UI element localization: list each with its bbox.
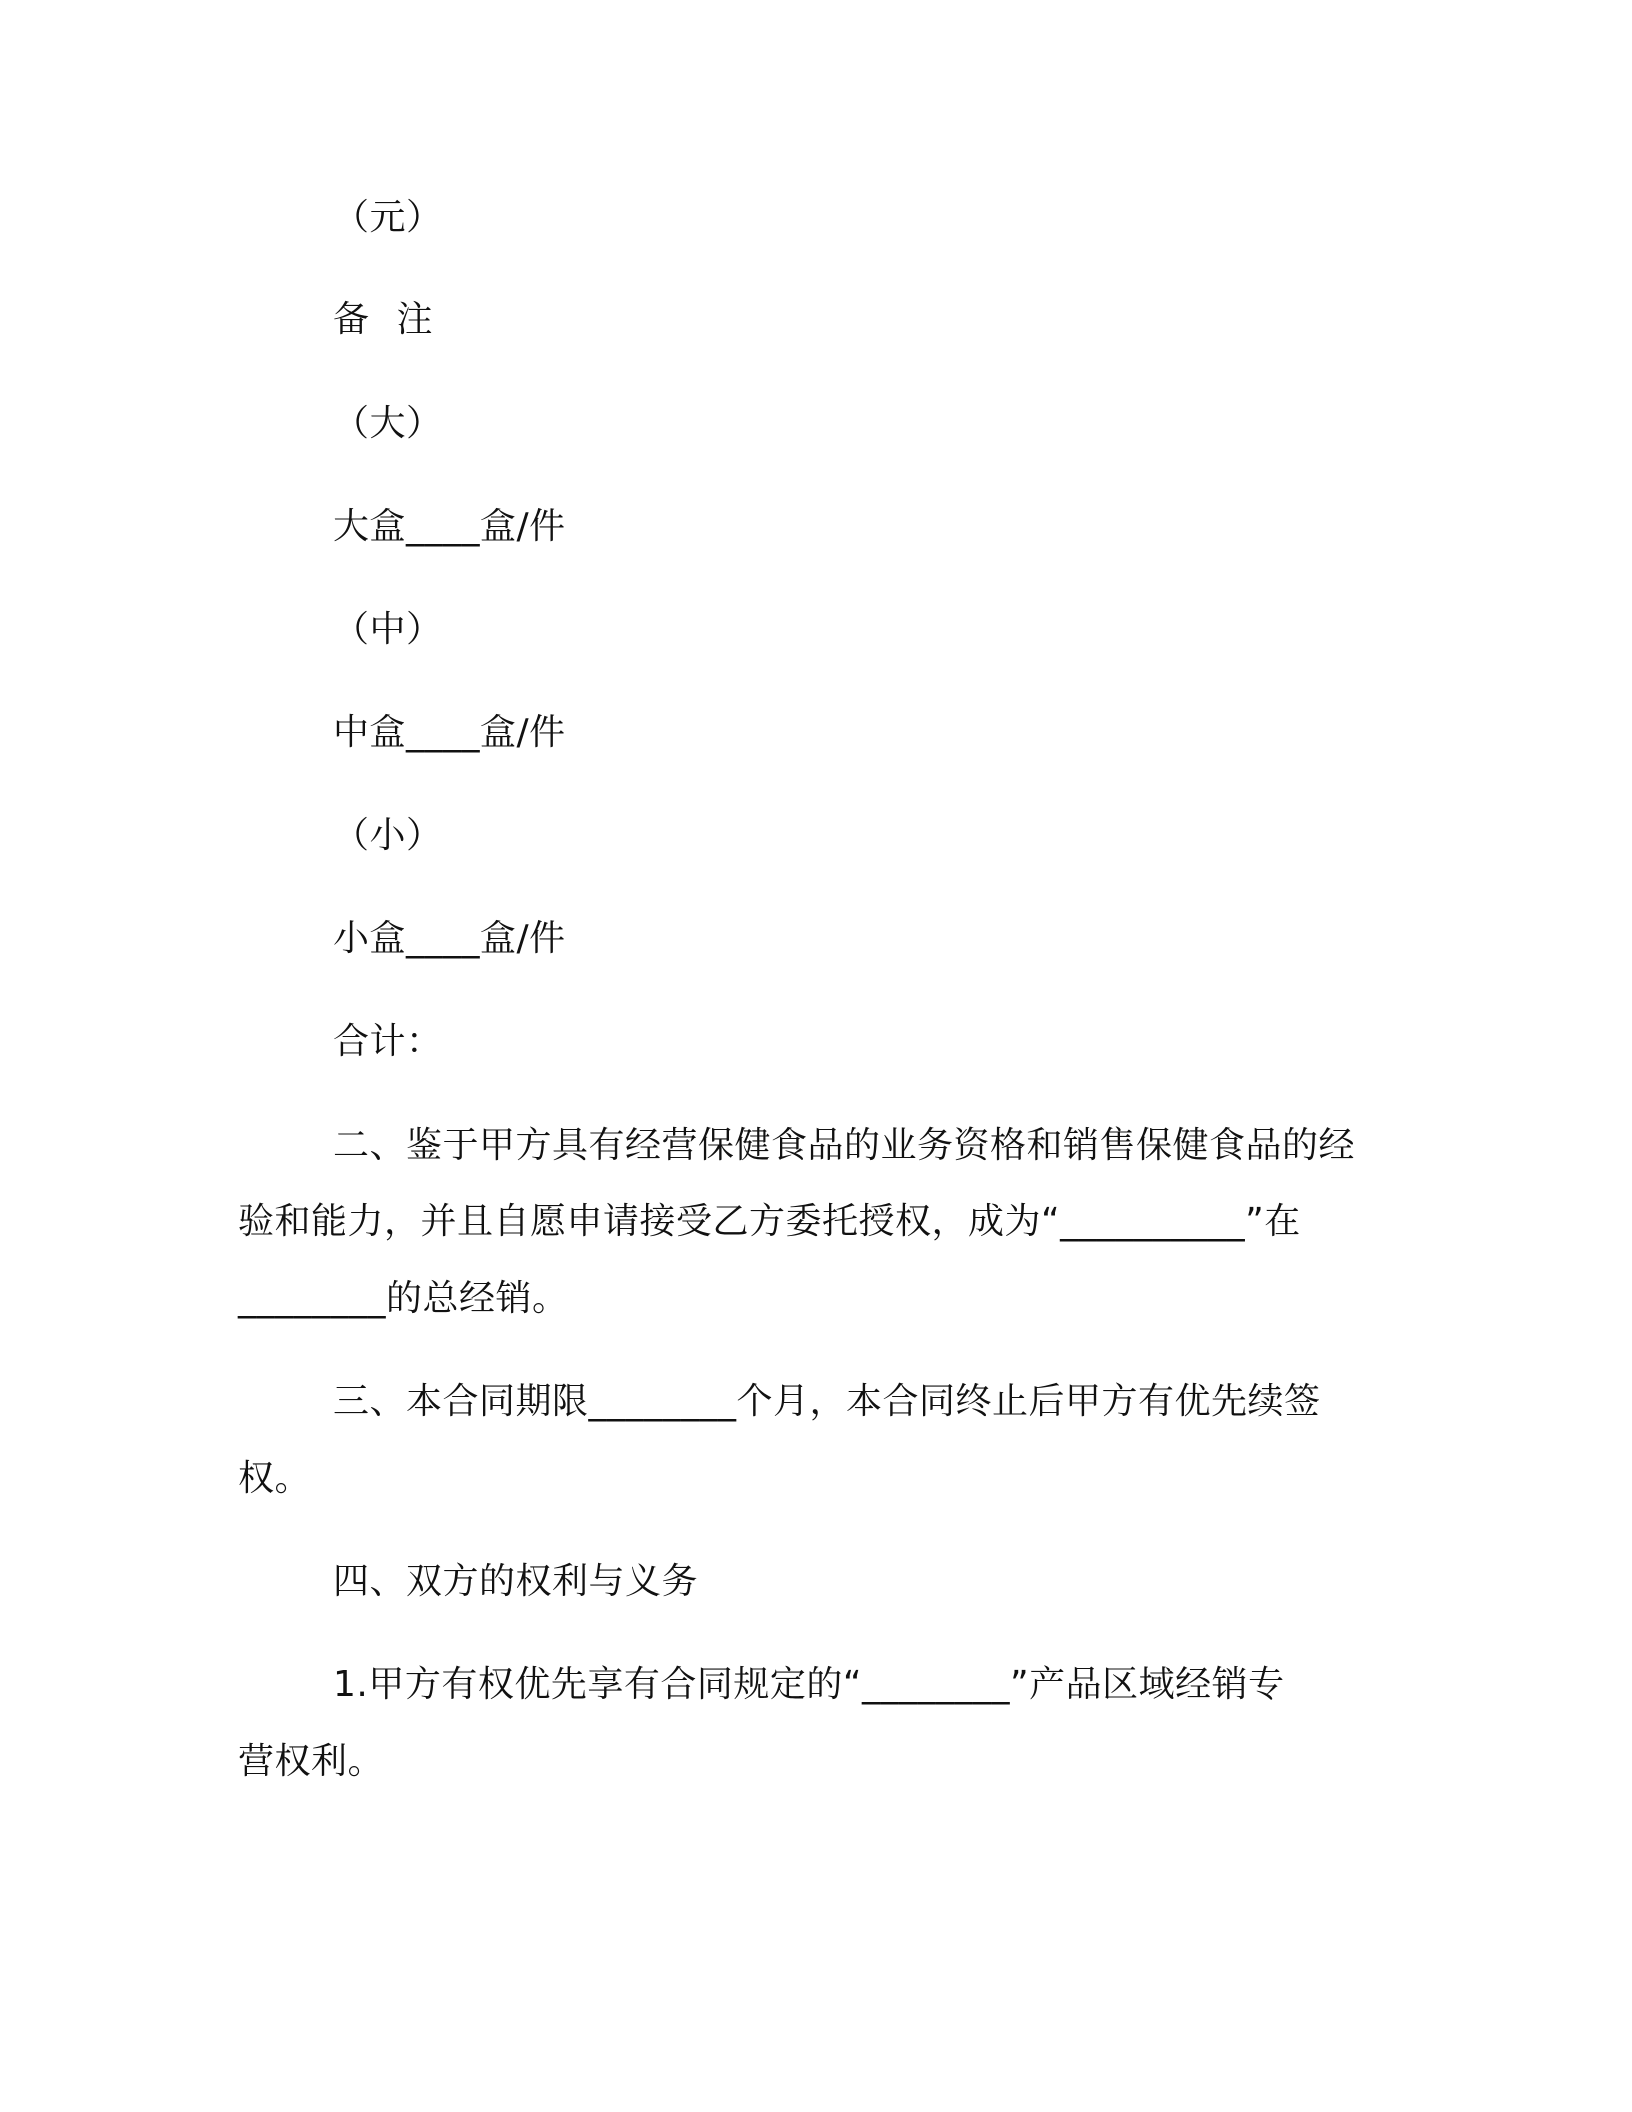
unit-yuan: （元）	[333, 197, 443, 238]
clause-4-item-1-line-2: 营权利。	[238, 1741, 385, 1782]
clause-3-line-2: 权。	[238, 1458, 312, 1499]
small-box-spec: 小盒____盒/件	[333, 918, 566, 959]
clause-4-heading: 四、双方的权利与义务	[333, 1561, 699, 1602]
clause-3-line-1: 三、本合同期限________个月，本合同终止后甲方有优先续签	[333, 1381, 1321, 1422]
size-medium-label: （中）	[333, 609, 443, 650]
clause-2-line-1: 二、鉴于甲方具有经营保健食品的业务资格和销售保健食品的经	[333, 1125, 1356, 1166]
large-box-spec: 大盒____盒/件	[333, 506, 566, 547]
total-label: 合计：	[333, 1021, 443, 1062]
clause-4-item-1-line-1: 1.甲方有权优先享有合同规定的“________”产品区域经销专	[333, 1664, 1285, 1705]
remarks-label: 备 注	[333, 299, 441, 340]
size-small-label: （小）	[333, 815, 443, 856]
clause-2-line-2: 验和能力，并且自愿申请接受乙方委托授权，成为“__________”在	[238, 1201, 1301, 1242]
clause-2-line-3: ________的总经销。	[238, 1278, 569, 1319]
size-large-label: （大）	[333, 403, 443, 444]
medium-box-spec: 中盒____盒/件	[333, 712, 566, 753]
